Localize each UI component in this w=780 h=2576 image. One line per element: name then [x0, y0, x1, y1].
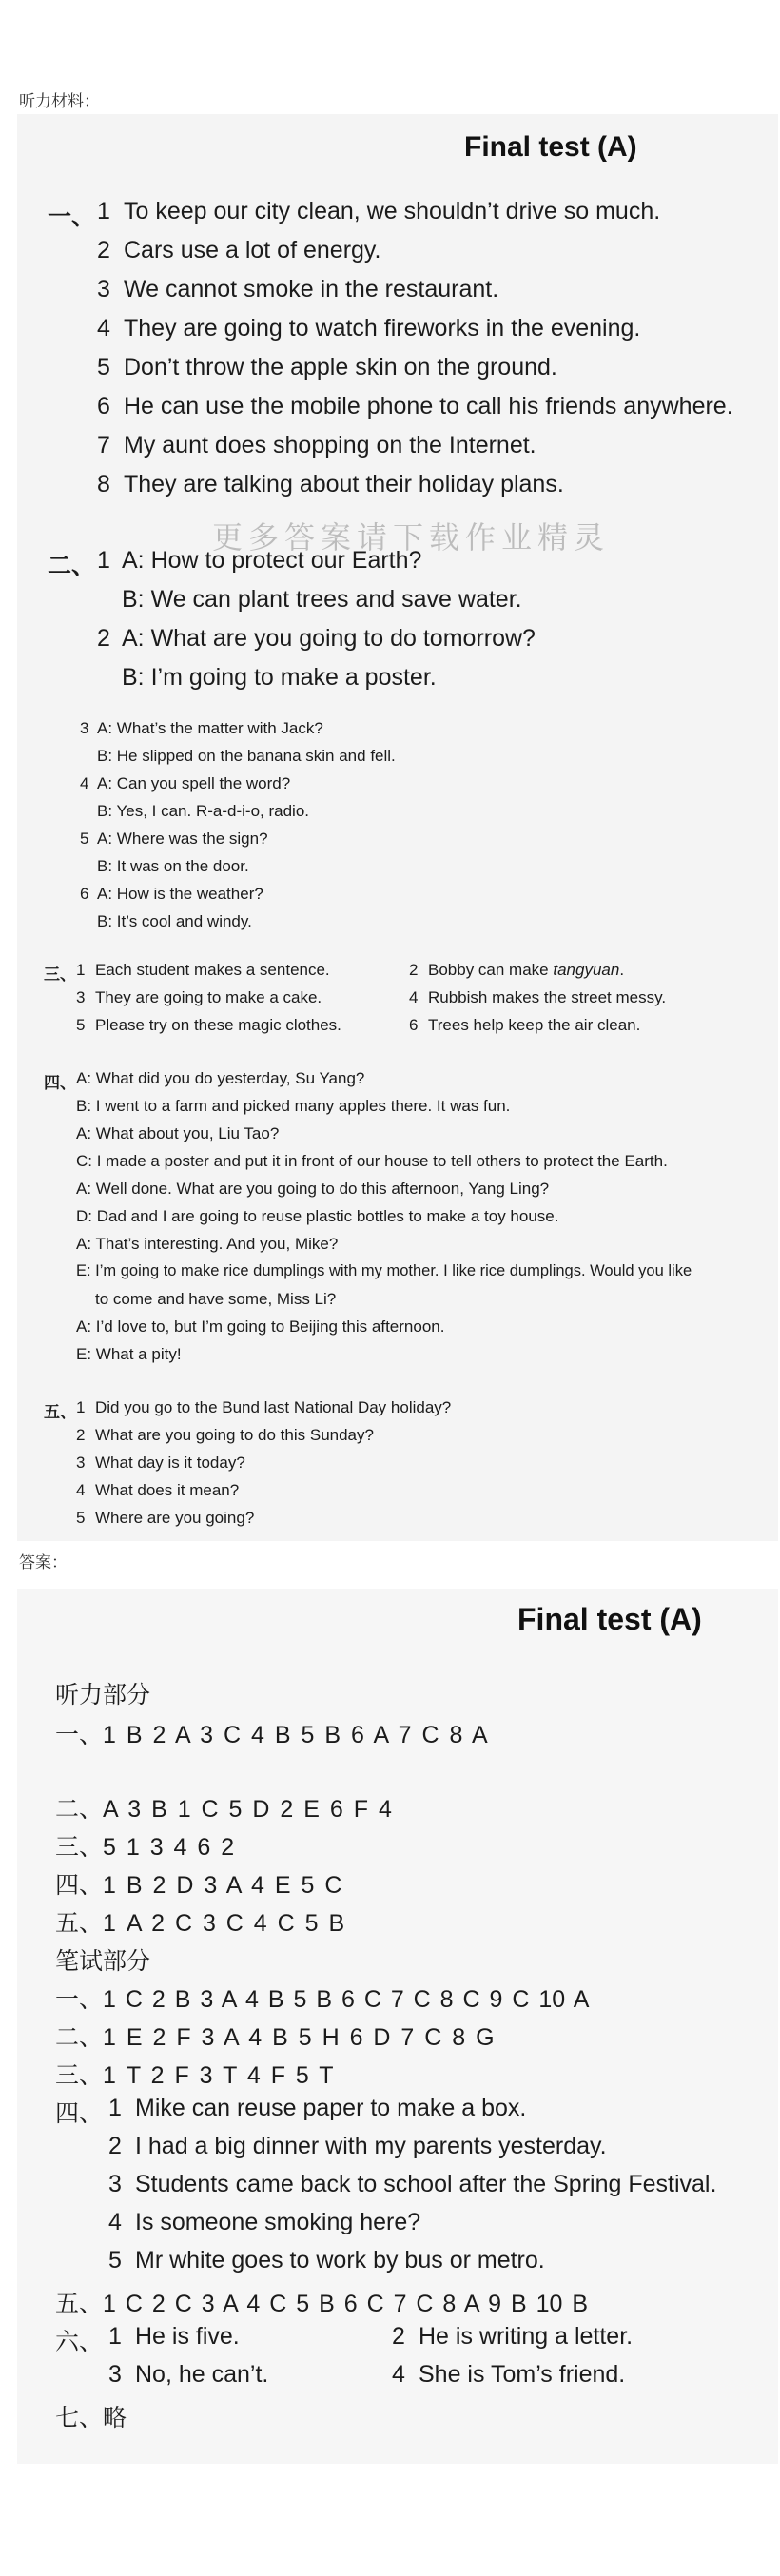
part3-marker: 三、 [44, 966, 76, 984]
part1-num-3: 3 [97, 276, 110, 302]
watermark-text: 更多答案请下载作业精灵 [212, 519, 611, 556]
part5-num-3: 3 [76, 1454, 86, 1472]
part5-text-1: Did you go to the Bund last National Day holiday? [95, 1398, 452, 1416]
listening-answer-2: 二、A 3 B 1 C 5 D 2 E 6 F 4 [55, 1796, 392, 1823]
part2-num-6: 6 [80, 885, 89, 903]
part3-text-5: Please try on these magic clothes. [95, 1016, 341, 1034]
part5-text-2: What are you going to do this Sunday? [95, 1426, 374, 1444]
part1-num-1: 1 [97, 198, 110, 224]
part2-q3-b: B: He slipped on the banana skin and fell. [97, 747, 396, 765]
section4-text-4: Is someone smoking here? [135, 2209, 421, 2235]
part2-q2-a: A: What are you going to do tomorrow? [122, 625, 536, 652]
section6-num-4: 4 [392, 2361, 405, 2388]
listening-answer-1: 一、1 B 2 A 3 C 4 B 5 B 6 A 7 C 8 A [55, 1722, 488, 1748]
section6-text-3: No, he can’t. [135, 2361, 269, 2388]
part1-text-2: Cars use a lot of energy. [124, 237, 381, 263]
part1-num-8: 8 [97, 471, 110, 498]
answers-title: Final test (A) [517, 1602, 702, 1636]
answers-panel [17, 1589, 778, 2464]
part1-num-7: 7 [97, 432, 110, 459]
part3-num-2: 2 [409, 961, 419, 979]
section4-text-1: Mike can reuse paper to make a box. [135, 2095, 527, 2121]
part2-q1-a: A: How to protect our Earth? [122, 547, 422, 574]
part4-line-9: to come and have some, Miss Li? [95, 1290, 337, 1308]
part4-line-10: A: I’d love to, but I’m going to Beijing this afternoon. [76, 1317, 445, 1336]
section4-marker: 四、 [55, 2100, 104, 2127]
part1-num-5: 5 [97, 354, 110, 381]
section6-num-2: 2 [392, 2323, 405, 2350]
part2-num-2: 2 [97, 625, 110, 652]
section6-text-1: He is five. [135, 2323, 240, 2350]
part1-text-5: Don’t throw the apple skin on the ground. [124, 354, 557, 381]
part2-marker: 二、 [48, 553, 96, 579]
part2-q5-b: B: It was on the door. [97, 857, 249, 875]
part2-q6-b: B: It’s cool and windy. [97, 912, 252, 930]
part5-text-5: Where are you going? [95, 1509, 255, 1527]
written-answer-2: 二、1 E 2 F 3 A 4 B 5 H 6 D 7 C 8 G [55, 2024, 495, 2051]
section6-num-1: 1 [108, 2323, 122, 2350]
listening-section-header: 听力部分 [55, 1682, 151, 1708]
listening-answer-5: 五、1 A 2 C 3 C 4 C 5 B [55, 1910, 345, 1937]
part1-text-4: They are going to watch fireworks in the evening. [124, 315, 641, 342]
part3-num-3: 3 [76, 988, 86, 1006]
part2-q3-a: A: What’s the matter with Jack? [97, 719, 323, 737]
part4-line-2: B: I went to a farm and picked many apples there. It was fun. [76, 1097, 511, 1115]
part1-num-4: 4 [97, 315, 110, 342]
part1-marker: 一、 [48, 204, 96, 230]
part3-num-5: 5 [76, 1016, 86, 1034]
section4-num-2: 2 [108, 2133, 122, 2159]
part4-line-6: D: Dad and I are going to reuse plastic bottles to make a toy house. [76, 1207, 559, 1225]
part1-text-8: They are talking about their holiday plans. [124, 471, 564, 498]
written-answer-1: 一、1 C 2 B 3 A 4 B 5 B 6 C 7 C 8 C 9 C 10 A [55, 1986, 590, 2013]
listening-answer-3: 三、5 1 3 4 6 2 [55, 1834, 235, 1861]
part2-num-4: 4 [80, 774, 89, 792]
part3-text-2: Bobby can make tangyuan. [428, 961, 625, 979]
section4-num-4: 4 [108, 2209, 122, 2235]
section4-text-5: Mr white goes to work by bus or metro. [135, 2247, 545, 2274]
part2-num-5: 5 [80, 829, 89, 848]
section4-num-3: 3 [108, 2171, 122, 2197]
section5-answers: 五、1 C 2 C 3 A 4 C 5 B 6 C 7 C 8 A 9 B 10 B [55, 2291, 589, 2317]
part3-text-4: Rubbish makes the street messy. [428, 988, 667, 1006]
part5-text-3: What day is it today? [95, 1454, 245, 1472]
part3-num-4: 4 [409, 988, 419, 1006]
section4-text-3: Students came back to school after the Spring Festival. [135, 2171, 717, 2197]
part4-line-8: E: I’m going to make rice dumplings with my mother. I like rice dumplings. Would you like [76, 1262, 692, 1279]
section6-num-3: 3 [108, 2361, 122, 2388]
part5-marker: 五、 [44, 1403, 76, 1421]
part5-num-1: 1 [76, 1398, 86, 1416]
part2-q6-a: A: How is the weather? [97, 885, 263, 903]
section6-text-4: She is Tom’s friend. [419, 2361, 626, 2388]
part2-q2-b: B: I’m going to make a poster. [122, 664, 437, 691]
part4-line-11: E: What a pity! [76, 1345, 182, 1363]
part3-num-6: 6 [409, 1016, 419, 1034]
listening-material-caption: 听力材料： [19, 92, 100, 110]
part3-num-1: 1 [76, 961, 86, 979]
part2-q5-a: A: Where was the sign? [97, 829, 268, 848]
section7-answer: 七、略 [55, 2405, 127, 2431]
part4-marker: 四、 [44, 1074, 76, 1092]
part2-q4-a: A: Can you spell the word? [97, 774, 291, 792]
section6-text-2: He is writing a letter. [419, 2323, 634, 2350]
part5-num-5: 5 [76, 1509, 86, 1527]
part4-line-5: A: Well done. What are you going to do this afternoon, Yang Ling? [76, 1180, 550, 1198]
part4-line-3: A: What about you, Liu Tao? [76, 1124, 280, 1142]
part3-text-3: They are going to make a cake. [95, 988, 322, 1006]
part2-q4-b: B: Yes, I can. R-a-d-i-o, radio. [97, 802, 309, 820]
part1-num-2: 2 [97, 237, 110, 263]
part1-text-6: He can use the mobile phone to call his friends anywhere. [124, 393, 733, 420]
written-answer-3: 三、1 T 2 F 3 T 4 F 5 T [55, 2062, 334, 2089]
section4-num-1: 1 [108, 2095, 122, 2121]
part5-text-4: What does it mean? [95, 1481, 240, 1499]
section4-text-2: I had a big dinner with my parents yesterday. [135, 2133, 607, 2159]
section4-num-5: 5 [108, 2247, 122, 2274]
transcript-panel [17, 114, 778, 1541]
part1-text-7: My aunt does shopping on the Internet. [124, 432, 536, 459]
part2-q1-b: B: We can plant trees and save water. [122, 586, 522, 613]
listening-answer-4: 四、1 B 2 D 3 A 4 E 5 C [55, 1872, 342, 1899]
section6-marker: 六、 [55, 2329, 104, 2355]
part2-num-3: 3 [80, 719, 89, 737]
part5-num-2: 2 [76, 1426, 86, 1444]
part1-num-6: 6 [97, 393, 110, 420]
transcript-title: Final test (A) [464, 131, 637, 163]
part2-num-1: 1 [97, 547, 110, 574]
part4-line-4: C: I made a poster and put it in front of our house to tell others to protect the Earth. [76, 1152, 668, 1170]
part5-num-4: 4 [76, 1481, 86, 1499]
part3-text-1: Each student makes a sentence. [95, 961, 330, 979]
written-section-header: 笔试部分 [55, 1948, 151, 1975]
part1-text-3: We cannot smoke in the restaurant. [124, 276, 499, 302]
part4-line-1: A: What did you do yesterday, Su Yang? [76, 1069, 365, 1087]
part3-text-6: Trees help keep the air clean. [428, 1016, 641, 1034]
part1-text-1: To keep our city clean, we shouldn’t drive so much. [124, 198, 661, 224]
part4-line-7: A: That’s interesting. And you, Mike? [76, 1235, 339, 1253]
answers-caption: 答案： [19, 1553, 68, 1571]
